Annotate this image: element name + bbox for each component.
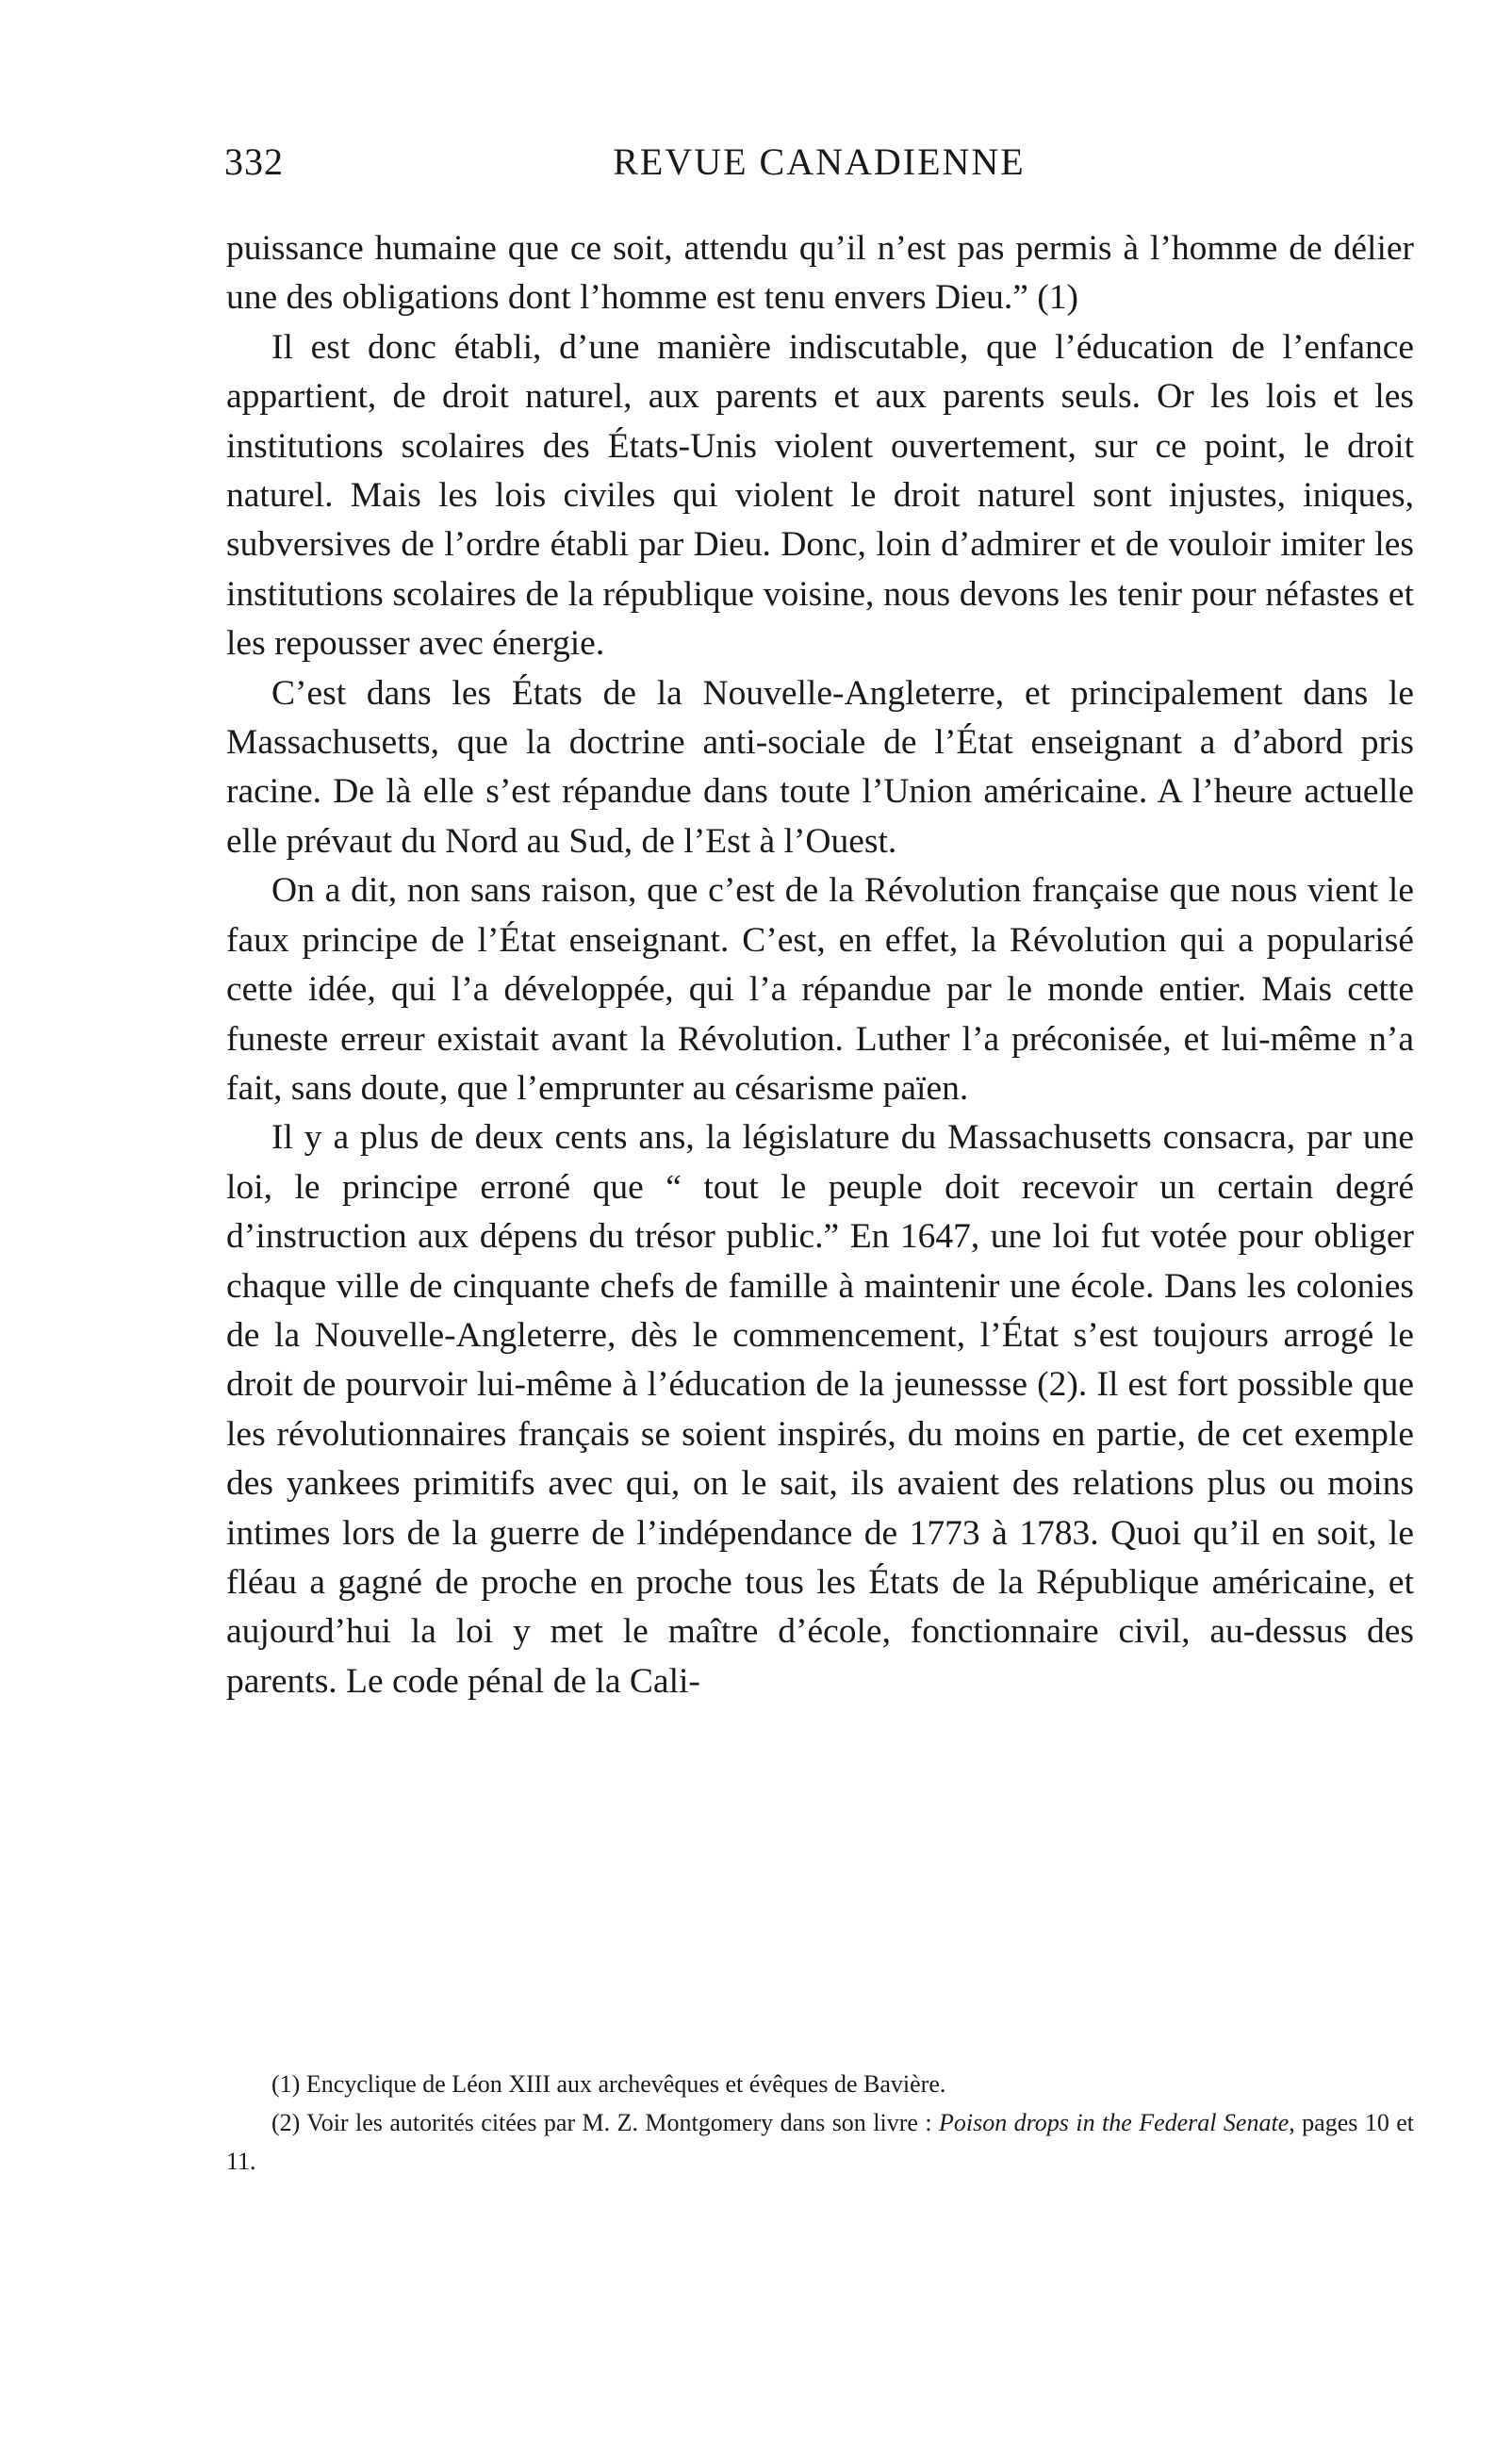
footnotes — [226, 2065, 1414, 2181]
footnote-2-book-title: Poison drops in the Federal Senate — [938, 2109, 1290, 2136]
running-title: REVUE CANADIENNE — [613, 140, 1026, 183]
paragraph-continued: puissance humaine que ce soit, attendu qu’il n’est pas permis à l’homme de délier une des obligations dont l’homme est tenu envers Dieu.” (1) — [226, 229, 1414, 318]
paragraph: C’est dans les États de la Nouvelle-Angleterre, et principalement dans le Massachusetts, que la doctrine anti-sociale de l’État enseignant a d’abord pris racine. De là elle s’est répandue dans toute l’Union américaine. A l’heure actuelle elle prévaut du Nord au Sud, de l’Est à l’Ouest. — [226, 673, 1414, 861]
footnote-2-text: (2) Voir les autorités citées par M. Z. Montgomery dans son livre : — [271, 2109, 939, 2136]
page-header — [224, 140, 1414, 196]
body-text — [226, 224, 1414, 1706]
paragraph: On a dit, non sans raison, que c’est de la Révolution française que nous vient le faux principe de l’État enseignant. C’est, en effet, la Révolution qui a popularisé cette idée, qui l’a développée, qui l’a répandue par le monde entier. Mais cette funeste erreur existait avant la Révolution. Luther l’a préconisée, et lui-même n’a fait, sans doute, que l’emprunter au césarisme païen. — [226, 871, 1414, 1108]
paragraph: Il est donc établi, d’une manière indiscutable, que l’éducation de l’enfance appartient, de droit naturel, aux parents et aux parents seuls. Or les lois et les institutions scolaires des États-Unis violent ouvertement, sur ce point, le droit naturel. Mais les lois civiles qui violent le droit naturel sont injustes, iniques, subversives de l’ordre établi par Dieu. Donc, loin d’admirer et de vouloir imiter les institutions scolaires de la république voisine, nous devons les tenir pour néfastes et les repousser avec énergie. — [226, 327, 1414, 664]
footnote-1: (1) Encyclique de Léon XIII aux archevêques et évêques de Bavière. — [271, 2070, 946, 2098]
paragraph: Il y a plus de deux cents ans, la législature du Massachusetts consacra, par une loi, le principe erroné que “ tout le peuple doit recevoir un certain degré d’instruction aux dépens du trésor public.” En 1647, une loi fut votée pour obliger chaque ville de cinquante chefs de famille à maintenir une école. Dans les colonies de la Nouvelle-Angleterre, dès le commencement, l’État s’est toujours arrogé le droit de pourvoir lui-même à l’éducation de la jeunessse (2). Il est fort possible que les révolutionnaires français se soient inspirés, du moins en partie, de cet exemple des yankees primitifs avec qui, on le sait, ils avaient des relations plus ou moins intimes lors de la guerre de l’indépendance de 1773 à 1783. Quoi qu’il en soit, le fléau a gagné de proche en proche tous les États de la République américaine, et aujourd’hui la loi y met le maître d’école, fonctionnaire civil, au-dessus des parents. Le code pénal de la Cali- — [226, 1118, 1414, 1701]
footnote-2-pages: , pages 10 et 11. — [226, 2109, 1415, 2175]
page-number: 332 — [224, 140, 284, 183]
footnote-2 — [226, 2103, 1414, 2181]
